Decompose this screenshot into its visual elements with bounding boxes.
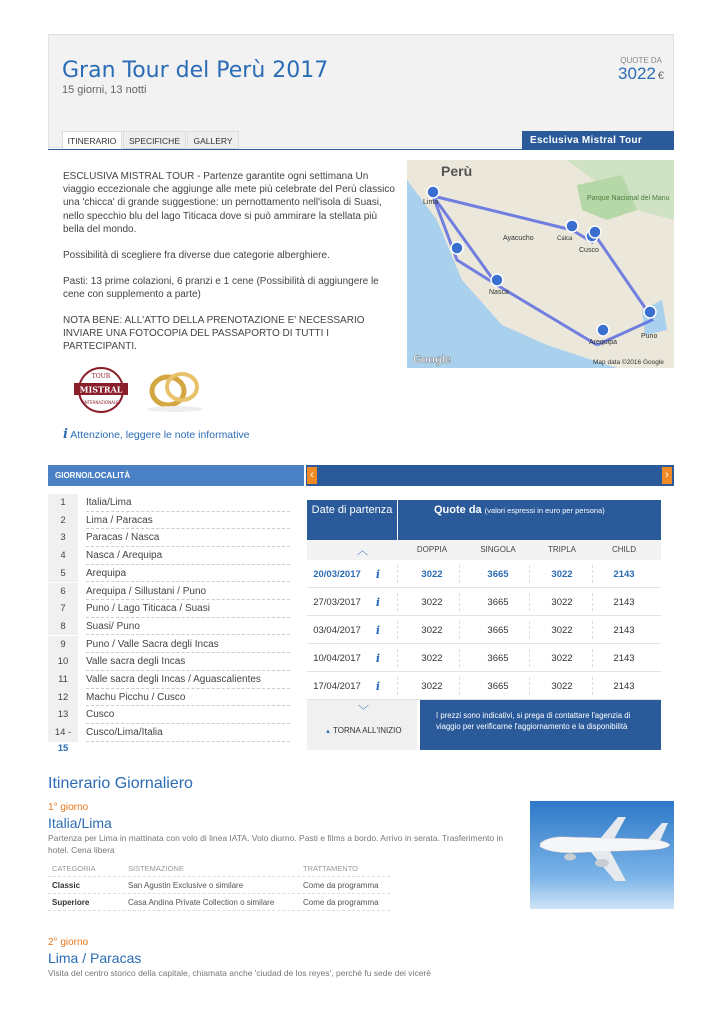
map-label-calca: Calca: [557, 236, 573, 242]
map-label-nasca: Nasca: [489, 289, 509, 296]
day-location[interactable]: Puno / Lago Titicaca / Suasi: [86, 600, 290, 618]
map-label-ayacucho: Ayacucho: [503, 235, 534, 242]
col-singola: SINGOLA: [480, 545, 516, 554]
day-number: 9: [48, 636, 78, 654]
day-location[interactable]: Lima / Paracas: [86, 512, 290, 530]
day-number: 14 -: [48, 724, 78, 742]
table-divider: [48, 876, 390, 877]
day-location[interactable]: Machu Picchu / Cusco: [86, 689, 290, 707]
price-doppia: 3022: [421, 653, 443, 664]
attention-link[interactable]: [63, 427, 250, 442]
col-doppia: DOPPIA: [416, 545, 448, 554]
cell-separator: [592, 677, 593, 695]
table-divider: [48, 910, 390, 911]
back-to-top-link[interactable]: [325, 726, 402, 735]
map-label-puno: Puno: [641, 333, 658, 340]
quote-header: [398, 500, 661, 540]
day-location[interactable]: Puno / Valle Sacra degli Incas: [86, 636, 290, 654]
table-divider: [48, 893, 390, 894]
departure-date: 27/03/2017: [313, 597, 361, 608]
cell-separator: [592, 565, 593, 583]
day-number: 8: [48, 618, 78, 636]
day-number: 7: [48, 600, 78, 618]
day-number: 2: [48, 512, 78, 530]
price-tripla: 3022: [551, 625, 573, 636]
row1-hotel: San Agustin Exclusive o similare: [128, 881, 244, 890]
page-subtitle: 15 giorni, 13 notti: [62, 84, 147, 96]
quote-header-title: Quote da: [434, 504, 482, 516]
day-location[interactable]: Arequipa: [86, 565, 290, 583]
quote-header-note: (valori espressi in euro per persona): [484, 506, 605, 515]
price-child: 2143: [613, 681, 635, 692]
price-row[interactable]: [307, 617, 661, 644]
price-singola: 3665: [487, 569, 509, 580]
price-child: 2143: [613, 653, 635, 664]
dates-header: Date di partenza: [307, 500, 397, 540]
logo-text-top: TOUR: [91, 373, 111, 380]
day-location[interactable]: Suasi/ Puno: [86, 618, 290, 636]
departure-date: 20/03/2017: [313, 569, 361, 580]
day-number: 12: [48, 689, 78, 707]
cell-separator: [529, 677, 530, 695]
departure-date: 17/04/2017: [313, 681, 361, 692]
price-singola: 3665: [487, 625, 509, 636]
scroll-down-icon[interactable]: ﹀: [358, 705, 369, 717]
day-number: 1: [48, 494, 78, 512]
price-table-bar: [306, 465, 674, 486]
day-number: 5: [48, 565, 78, 583]
cell-separator: [397, 593, 398, 611]
back-to-top-text: TORNA ALL'INIZIO: [333, 726, 402, 735]
price-tripla: 3022: [551, 569, 573, 580]
price-tripla: 3022: [551, 653, 573, 664]
cell-separator: [397, 621, 398, 639]
day-number: 11: [48, 671, 78, 689]
price-doppia: 3022: [421, 625, 443, 636]
description-note: NOTA BENE: ALL'ATTO DELLA PRENOTAZIONE E' NECESSARIO INVIARE UNA FOTOCOPIA DEL PASSAPORTO DI TUTTI I PARTECIPANTI.: [63, 315, 365, 353]
day-number: 6: [48, 583, 78, 601]
cell-separator: [592, 593, 593, 611]
logo-text-mid: MISTRAL: [79, 384, 123, 395]
currency-symbol: €: [657, 70, 664, 82]
price-doppia: 3022: [421, 597, 443, 608]
cell-separator: [459, 677, 460, 695]
cell-separator: [397, 565, 398, 583]
price-row[interactable]: [307, 645, 661, 672]
info-icon: i: [63, 427, 68, 442]
row1-treatment: Come da programma: [303, 881, 379, 890]
price-row[interactable]: [307, 673, 661, 700]
price-tripla: 3022: [551, 597, 573, 608]
price-note: I prezzi sono indicativi, si prega di contattare l'agenzia di viaggio per verificarne l'aggiornamento e la disponibilità: [420, 700, 661, 750]
route-map[interactable]: [407, 160, 674, 368]
th-trattamento: TRATTAMENTO: [303, 864, 358, 873]
quote-price: [590, 64, 664, 84]
quote-label: QUOTE DA: [620, 56, 662, 65]
price-child: 2143: [613, 569, 635, 580]
google-logo: Google: [413, 354, 451, 366]
cell-separator: [459, 621, 460, 639]
day-number: 10: [48, 653, 78, 671]
th-sistemazione: SISTEMAZIONE: [128, 864, 184, 873]
row2-treatment: Come da programma: [303, 898, 379, 907]
day2-description: Visita del centro storico della capitale, chiamata anche 'ciudad de los reyes', perché fu sede dei vicerè: [48, 968, 431, 978]
row2-hotel: Casa Andina Private Collection o similare: [128, 898, 275, 907]
col-child: CHILD: [611, 545, 636, 554]
map-label-park: Parque Nacional del Manu: [587, 195, 670, 202]
cell-separator: [397, 649, 398, 667]
price-singola: 3665: [487, 681, 509, 692]
info-icon[interactable]: i: [375, 652, 381, 665]
col-tripla: TRIPLA: [547, 545, 576, 554]
day1-description: Partenza per Lima in mattinata con volo di linea IATA. Volo diurno. Pasti e films a bordo. Arrivo in serata. Trasferimento in hotel. Cena libera: [48, 833, 504, 855]
row2-category: Superiore: [52, 898, 90, 907]
airplane-photo: [530, 801, 674, 909]
price-doppia: 3022: [421, 681, 443, 692]
info-icon[interactable]: i: [375, 624, 381, 637]
price-singola: 3665: [487, 653, 509, 664]
price-child: 2143: [613, 625, 635, 636]
day-number: 3: [48, 529, 78, 547]
map-graphic: [407, 160, 674, 368]
price-singola: 3665: [487, 597, 509, 608]
description-meals: Pasti: 13 prime colazioni, 6 pranzi e 1 cene (Possibilità di aggiungere le cene con supplemento a parte): [63, 276, 379, 301]
info-icon[interactable]: i: [375, 568, 381, 581]
next-arrow-button[interactable]: ›: [662, 467, 672, 484]
day1-title: Italia/Lima: [48, 815, 112, 831]
day-number: 4: [48, 547, 78, 565]
map-label-arequipa: Arequipa: [589, 339, 618, 346]
price-row[interactable]: [307, 561, 661, 588]
day-location[interactable]: Italia/Lima: [86, 494, 290, 512]
price-row[interactable]: [307, 589, 661, 616]
cell-separator: [397, 677, 398, 695]
th-categoria: CATEGORIA: [52, 864, 96, 873]
wedding-rings-icon: [140, 365, 210, 415]
day-location[interactable]: Arequipa / Sillustani / Puno: [86, 583, 290, 601]
quote-value: 3022: [618, 64, 656, 83]
price-tripla: 3022: [551, 681, 573, 692]
description-hotels: Possibilità di scegliere fra diverse due categorie alberghiere.: [63, 250, 330, 261]
cell-separator: [459, 593, 460, 611]
cell-separator: [529, 649, 530, 667]
day-location[interactable]: Nasca / Arequipa: [86, 547, 290, 565]
cell-separator: [459, 649, 460, 667]
cell-separator: [592, 649, 593, 667]
departure-date: 10/04/2017: [313, 653, 361, 664]
mistral-tour-logo: [72, 365, 130, 415]
daily-itinerary-title: Itinerario Giornaliero: [48, 775, 193, 792]
day2-label: 2° giorno: [48, 937, 89, 948]
cell-separator: [459, 565, 460, 583]
day2-title: Lima / Paracas: [48, 950, 142, 966]
cell-separator: [592, 621, 593, 639]
triangle-up-icon: ▲: [325, 729, 331, 735]
info-icon[interactable]: i: [375, 596, 381, 609]
last-day-number: 15: [57, 743, 69, 754]
cell-separator: [529, 593, 530, 611]
day-location[interactable]: Valle sacra degli Incas: [86, 653, 290, 671]
exclusive-banner-text: Esclusiva Mistral Tour: [530, 135, 643, 146]
header-divider: [48, 149, 674, 150]
tab-itinerario[interactable]: ITINERARIO: [62, 131, 122, 149]
cell-separator: [529, 621, 530, 639]
price-doppia: 3022: [421, 569, 443, 580]
day-location[interactable]: Valle sacra degli Incas / Aguascalientes: [86, 671, 290, 689]
page-title: Gran Tour del Perù 2017: [62, 58, 329, 83]
logo-text-bot: INTERNAZIONALE: [83, 400, 119, 405]
itinerary-table-header: GIORNO/LOCALITÀ: [48, 465, 304, 486]
day1-label: 1° giorno: [48, 802, 89, 813]
attention-text: Attenzione, leggere le note informative: [70, 429, 250, 441]
row1-category: Classic: [52, 881, 81, 890]
day-location[interactable]: Paracas / Nasca: [86, 529, 290, 547]
day-location[interactable]: Cusco: [86, 706, 290, 724]
cell-separator: [529, 565, 530, 583]
map-label-cusco: Cusco: [579, 247, 599, 254]
departure-date: 03/04/2017: [313, 625, 361, 636]
description-intro: ESCLUSIVA MISTRAL TOUR - Partenze garantite ogni settimana Un viaggio eccezionale che aggiunge alle mete più celebrate del Perù classico una 'chicca' di grande suggestione: un pernottamento nell'isola di Suasi, nello specchio blu del lago Titicaca dove si può ammirare la stellata più bella del mondo.: [63, 171, 395, 235]
price-child: 2143: [613, 597, 635, 608]
sort-up-icon[interactable]: ︿: [357, 545, 368, 557]
map-country-label: Perù: [441, 163, 473, 179]
prev-arrow-button[interactable]: ‹: [307, 467, 317, 484]
info-icon[interactable]: i: [375, 680, 381, 693]
map-attribution: Map data ©2016 Google: [593, 359, 664, 366]
exclusive-banner: [522, 131, 674, 150]
tab-gallery[interactable]: GALLERY: [187, 131, 239, 149]
map-label-lima: Lima: [423, 199, 439, 206]
day-location[interactable]: Cusco/Lima/Italia: [86, 724, 290, 742]
tab-specifiche[interactable]: SPECIFICHE: [123, 131, 186, 149]
day-number: 13: [48, 706, 78, 724]
